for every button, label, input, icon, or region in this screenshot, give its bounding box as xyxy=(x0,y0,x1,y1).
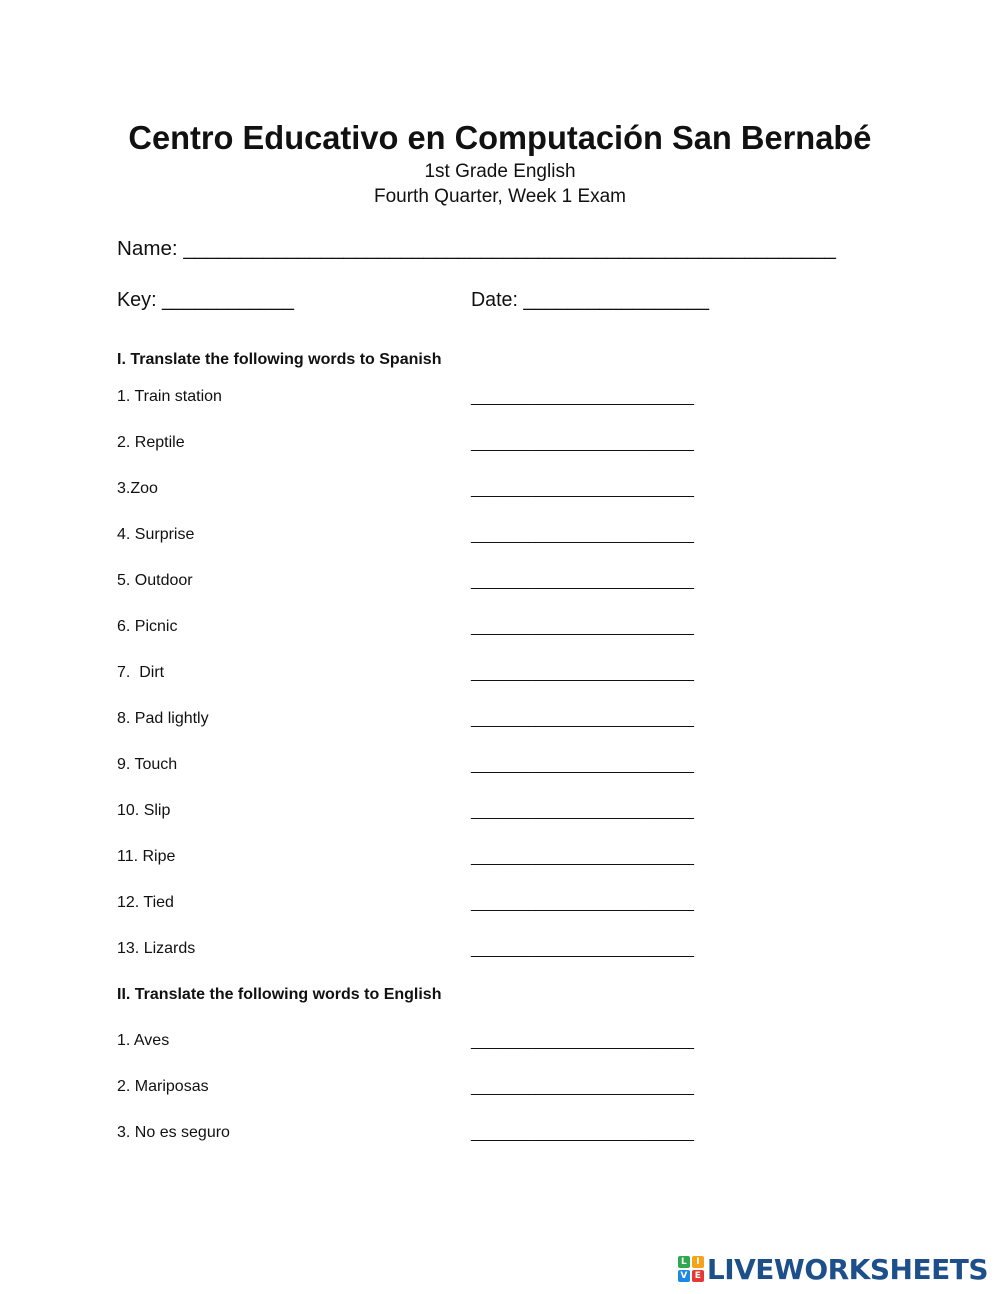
answer-blank[interactable]: _________________________________ xyxy=(471,849,694,866)
answer-blank[interactable]: _________________________________ xyxy=(471,527,694,544)
answer-blank[interactable]: _________________________________ xyxy=(471,941,694,958)
answer-blank[interactable]: _________________________________ xyxy=(471,573,694,590)
answer-blank[interactable]: _________________________________ xyxy=(471,1079,694,1096)
answer-blank[interactable]: _________________________________ xyxy=(471,1125,694,1142)
section-heading-english: II. Translate the following words to English xyxy=(117,986,442,1003)
logo-tile: I xyxy=(692,1256,704,1268)
logo-tile: E xyxy=(692,1270,704,1282)
list-item: 13. Lizards xyxy=(117,940,196,957)
logo-tile: V xyxy=(678,1270,690,1282)
list-item: 6. Picnic xyxy=(117,618,178,635)
course-subtitle: 1st Grade English xyxy=(424,161,576,182)
answer-blank[interactable]: _________________________________ xyxy=(471,619,694,636)
page-title xyxy=(0,116,1000,160)
liveworksheets-icon xyxy=(678,1256,704,1282)
answer-blank[interactable]: _________________________________ xyxy=(471,803,694,820)
answer-blank[interactable]: _________________________________ xyxy=(471,665,694,682)
logo-text: LIVEWORKSHEETS xyxy=(706,1252,988,1286)
list-item: 1. Train station xyxy=(117,388,222,405)
list-item: 2. Reptile xyxy=(117,434,185,451)
list-item: 5. Outdoor xyxy=(117,572,193,589)
answer-blank[interactable]: _________________________________ xyxy=(471,757,694,774)
answer-blank[interactable]: _________________________________ xyxy=(471,895,694,912)
answer-blank[interactable]: _________________________________ xyxy=(471,435,694,452)
list-item: 2. Mariposas xyxy=(117,1078,209,1095)
list-item: 3.Zoo xyxy=(117,480,158,497)
answer-blank[interactable]: _________________________________ xyxy=(471,1033,694,1050)
answer-blank[interactable]: _________________________________ xyxy=(471,711,694,728)
logo-tile: L xyxy=(678,1256,690,1268)
list-item: 8. Pad lightly xyxy=(117,710,209,727)
list-item: 4. Surprise xyxy=(117,526,195,543)
date-field[interactable]: Date: _________________ xyxy=(471,289,709,311)
name-field[interactable]: Name: _________________________________________________________ xyxy=(117,238,836,260)
liveworksheets-logo xyxy=(678,1252,988,1286)
list-item: 12. Tied xyxy=(117,894,174,911)
exam-subtitle: Fourth Quarter, Week 1 Exam xyxy=(373,186,627,207)
page-title-text: Centro Educativo en Computación San Bernabé xyxy=(128,119,872,156)
list-item: 3. No es seguro xyxy=(117,1124,230,1141)
list-item: 7. Dirt xyxy=(117,664,165,681)
list-item: 1. Aves xyxy=(117,1032,170,1049)
answer-blank[interactable]: _________________________________ xyxy=(471,389,694,406)
key-field[interactable]: Key: ____________ xyxy=(117,289,294,311)
list-item: 10. Slip xyxy=(117,802,171,819)
answer-blank[interactable]: _________________________________ xyxy=(471,481,694,498)
section-heading-spanish: I. Translate the following words to Spanish xyxy=(117,351,442,368)
list-item: 11. Ripe xyxy=(117,848,176,865)
list-item: 9. Touch xyxy=(117,756,178,773)
